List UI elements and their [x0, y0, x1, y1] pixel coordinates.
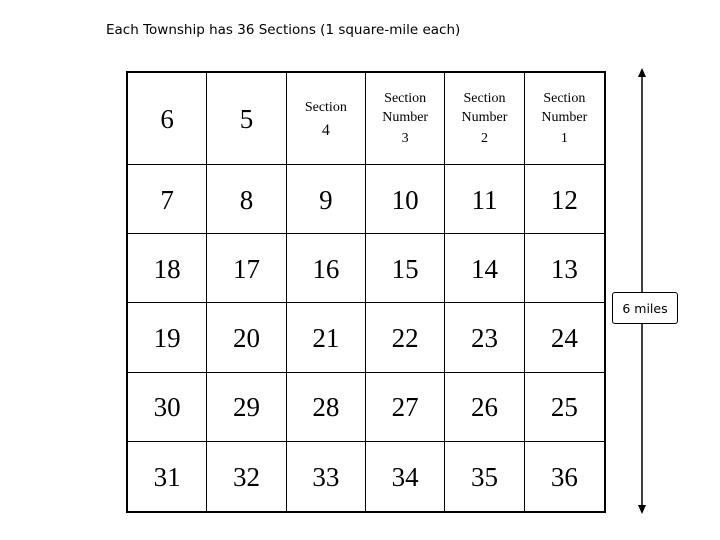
section-number: 24 [550, 322, 578, 353]
section-number: 3 [401, 131, 409, 146]
section-number: 16 [312, 253, 340, 284]
section-number: 20 [232, 322, 260, 353]
section-number: 22 [391, 322, 419, 353]
section-number: 12 [550, 184, 578, 215]
section-cell-16 [287, 234, 366, 303]
page-title: Each Township has 36 Sections (1 square-mile each) [106, 22, 461, 38]
section-cell-24 [525, 303, 604, 372]
section-cell-10 [366, 165, 445, 234]
section-number: 29 [232, 392, 260, 423]
section-cell-25 [525, 373, 604, 442]
section-number: 2 [480, 131, 488, 146]
section-cell-14 [445, 234, 524, 303]
section-number: 8 [239, 184, 254, 215]
section-number: 15 [391, 253, 419, 284]
section-cell-label: Section [304, 99, 347, 115]
section-cell-label: Section [543, 91, 586, 106]
dimension-label: 6 miles [612, 292, 678, 324]
section-number: 31 [153, 461, 181, 492]
section-cell-13 [525, 234, 604, 303]
section-number: 33 [312, 461, 340, 492]
section-cell-17 [207, 234, 286, 303]
section-number: 21 [312, 322, 340, 353]
section-cell-3 [366, 73, 445, 165]
section-number: 10 [391, 184, 419, 215]
section-cell-9 [287, 165, 366, 234]
section-number: 28 [312, 392, 340, 423]
section-cell-8 [207, 165, 286, 234]
section-cell-12 [525, 165, 604, 234]
section-cell-19 [128, 303, 207, 372]
section-number: 9 [319, 184, 333, 215]
section-number: 11 [471, 184, 498, 215]
section-number: 5 [239, 104, 254, 134]
section-number: 27 [391, 392, 419, 423]
arrow-down-icon [638, 505, 646, 514]
section-number: 34 [391, 461, 419, 492]
section-number: 30 [153, 392, 181, 423]
section-cell-21 [287, 303, 366, 372]
section-number: 25 [550, 392, 578, 423]
township-grid [126, 71, 606, 513]
section-cell-32 [207, 442, 286, 511]
arrow-up-icon [638, 68, 646, 77]
section-number: 35 [470, 461, 498, 492]
section-cell-30 [128, 373, 207, 442]
dimension-arrow [632, 68, 652, 514]
section-cell-11 [445, 165, 524, 234]
section-cell-18 [128, 234, 207, 303]
section-cell-36 [525, 442, 604, 511]
section-number: 17 [232, 253, 260, 284]
section-cell-6 [128, 73, 207, 165]
section-cell-22 [366, 303, 445, 372]
section-cell-15 [366, 234, 445, 303]
section-number: 6 [160, 104, 174, 134]
section-cell-label: Number [382, 110, 429, 125]
section-number: 23 [470, 322, 498, 353]
section-number: 18 [153, 253, 181, 284]
section-cell-label: Number [461, 110, 508, 125]
section-cell-7 [128, 165, 207, 234]
section-number: 32 [232, 461, 260, 492]
section-cell-31 [128, 442, 207, 511]
section-cell-29 [207, 373, 286, 442]
section-cell-28 [287, 373, 366, 442]
section-cell-35 [445, 442, 524, 511]
section-number: 4 [321, 121, 330, 139]
section-number: 14 [470, 253, 498, 284]
section-cell-label: Number [541, 110, 588, 125]
section-number: 36 [550, 461, 578, 492]
section-number: 13 [550, 253, 578, 284]
section-cell-label: Section [463, 91, 506, 106]
section-number: 7 [160, 184, 174, 215]
section-cell-23 [445, 303, 524, 372]
section-cell-2 [445, 73, 524, 165]
section-number: 26 [470, 392, 498, 423]
section-cell-20 [207, 303, 286, 372]
section-cell-27 [366, 373, 445, 442]
section-cell-4 [287, 73, 366, 165]
section-number: 19 [153, 322, 181, 353]
section-cell-33 [287, 442, 366, 511]
section-cell-5 [207, 73, 286, 165]
section-cell-label: Section [384, 91, 427, 106]
section-cell-34 [366, 442, 445, 511]
section-cell-26 [445, 373, 524, 442]
section-cell-1 [525, 73, 604, 165]
section-number: 1 [560, 131, 568, 146]
